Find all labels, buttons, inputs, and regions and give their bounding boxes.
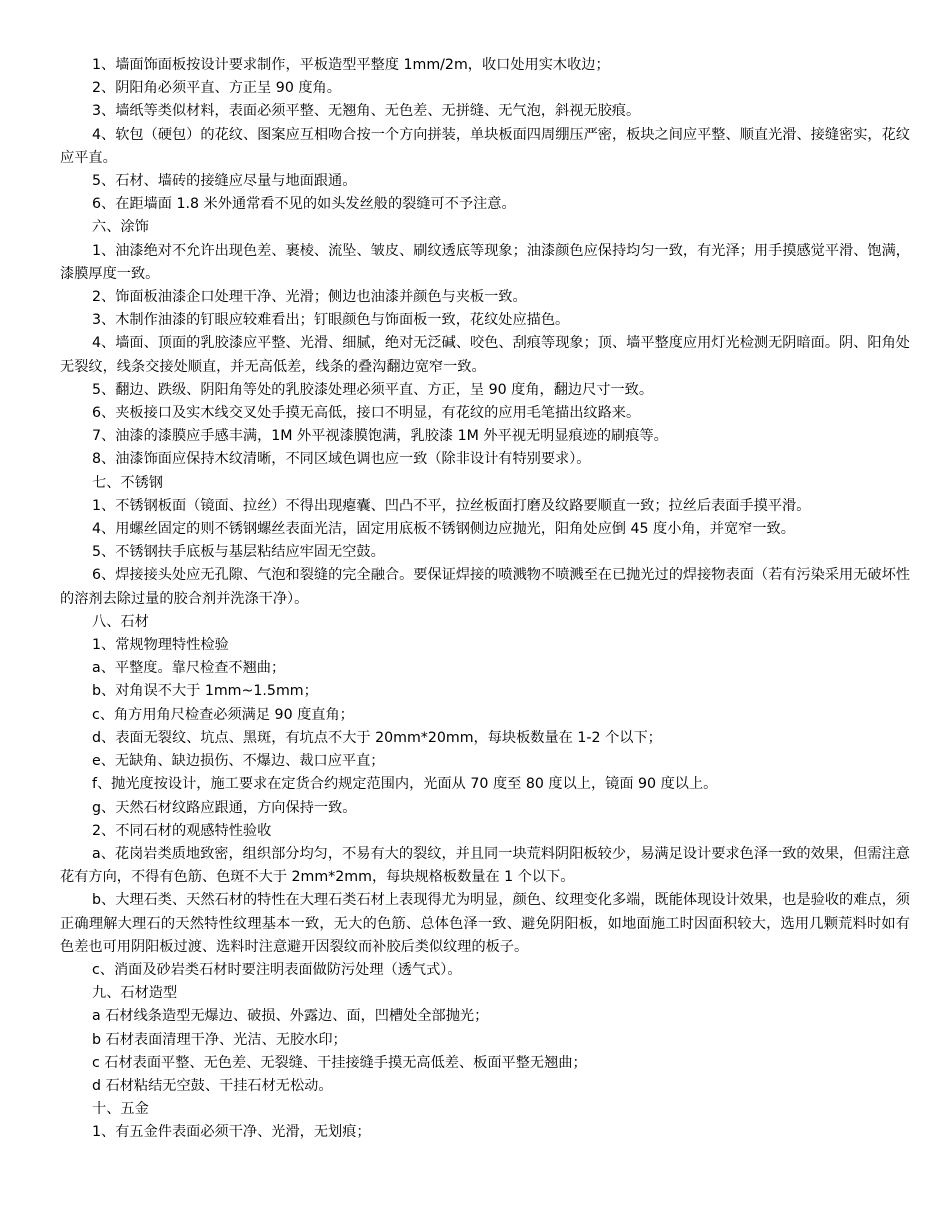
list-item: f、抛光度按设计，施工要求在定货合约规定范围内，光面从 70 度至 80 度以上，镜面 90 度以上。 [92, 776, 718, 793]
list-item: b、对角误不大于 1mm~1.5mm； [92, 683, 318, 700]
list-item: c、消面及砂岩类石材时要注明表面做防污处理（透气式）。 [92, 961, 462, 978]
list-item: a、平整度。靠尺检查不翘曲； [92, 660, 286, 677]
list-item: c、角方用角尺检查必须满足 90 度直角； [92, 706, 354, 723]
section-heading: 七、不锈钢 [92, 474, 163, 491]
paragraph: 7、油漆的漆膜应手感丰满，1M 外平视漆膜饱满，乳胶漆 1M 外平视无明显痕迹的刷痕等。 [92, 428, 668, 445]
paragraph: 4、用螺丝固定的则不锈钢螺丝表面光洁，固定用底板不锈钢侧边应抛光，阳角处应倒 45 度小角，并宽窄一致。 [92, 521, 795, 538]
list-item: c 石材表面平整、无色差、无裂缝、干挂接缝手摸无高低差、板面平整无翘曲； [92, 1054, 587, 1071]
list-item: e、无缺角、缺边损伤、不爆边、裁口应平直； [92, 753, 385, 770]
subheading: 1、常规物理特性检验 [92, 637, 229, 654]
list-item: d 石材粘结无空鼓、干挂石材无松动。 [92, 1077, 333, 1094]
paragraph: 4、墙面、顶面的乳胶漆应平整、光滑、细腻，绝对无泛碱、咬色、刮痕等现象；顶、墙平整度应用灯光检测无阴暗面。阴、阳角处无裂纹，线条交接处顺直，并无高低差，线条的叠沟翻边宽窄一致。 [60, 335, 910, 375]
subheading: 2、不同石材的观感特性验收 [92, 822, 272, 839]
list-item: a、花岗岩类质地致密，组织部分均匀，不易有大的裂纹，并且同一块荒料阴阳板较少，易满足设计要求色泽一致的效果，但需注意花有方向，不得有色筋、色斑不大于 2mm*2mm，每块规格板数量在 1 个以下。 [60, 845, 910, 886]
paragraph: 1、墙面饰面板按设计要求制作，平板造型平整度 1mm/2m，收口处用实木收边； [92, 57, 610, 73]
paragraph: 2、饰面板油漆企口处理干净、光滑；侧边也油漆并颜色与夹板一致。 [92, 289, 527, 306]
paragraph: 8、油漆饰面应保持木纹清晰，不同区域色调也应一致（除非设计有特别要求）。 [92, 451, 591, 468]
paragraph: 5、翻边、跌级、阴阳角等处的乳胶漆处理必须平直、方正，呈 90 度角，翻边尺寸一致。 [92, 381, 654, 398]
paragraph: 5、不锈钢扶手底板与基层粘结应牢固无空鼓。 [92, 544, 385, 561]
paragraph: 5、石材、墙砖的接缝应尽量与地面跟通。 [92, 173, 357, 190]
section-heading: 十、五金 [92, 1101, 149, 1118]
paragraph: 3、木制作油漆的钉眼应较难看出；钉眼颜色与饰面板一致，花纹处应描色。 [92, 312, 570, 329]
paragraph: 1、油漆绝对不允许出现色差、裹棱、流坠、皱皮、刷纹透底等现象；油漆颜色应保持均匀一致，有光泽；用手摸感觉平滑、饱满，漆膜厚度一致。 [60, 242, 910, 282]
paragraph: 2、阴阳角必须平直、方正呈 90 度角。 [92, 80, 341, 97]
paragraph: 6、焊接接头处应无孔隙、气泡和裂缝的完全融合。要保证焊接的喷溅物不喷溅至在已抛光过的焊接物表面（若有污染采用无破坏性的溶剂去除过量的胶合剂并洗涤干净）。 [60, 567, 910, 607]
list-item: b、大理石类、天然石材的特性在大理石类石材上表现得尤为明显，颜色、纹理变化多端，既能体现设计效果，也是验收的难点，须正确理解大理石的天然特性纹理基本一致，无大的色筋、总体色泽一致、避免阴阳板，如地面施工时因面积较大，选用几颗荒料时如有色差也可用阴阳板过渡、选料时注意避开因裂纹而补胶后类似纹理的板子。 [60, 892, 910, 955]
list-item: g、天然石材纹路应跟通，方向保持一致。 [92, 799, 357, 816]
paragraph: 4、软包（硬包）的花纹、图案应互相吻合按一个方向拼装，单块板面四周绷压严密，板块之间应平整、顺直光滑、接缝密实，花纹应平直。 [60, 126, 910, 166]
list-item: b 石材表面清理干净、光洁、无胶水印； [92, 1031, 347, 1048]
paragraph: 1、不锈钢板面（镜面、拉丝）不得出现瘪囊、凹凸不平，拉丝板面打磨及纹路要顺直一致；拉丝后表面手摸平滑。 [92, 497, 811, 514]
list-item: a 石材线条造型无爆边、破损、外露边、面，凹槽处全部抛光； [92, 1008, 489, 1025]
document-page [60, 54, 910, 1145]
paragraph: 1、有五金件表面必须干净、光滑，无划痕； [92, 1124, 371, 1141]
section-heading: 六、涂饰 [92, 219, 149, 236]
paragraph: 6、在距墙面 1.8 米外通常看不见的如头发丝般的裂缝可不予注意。 [92, 196, 516, 213]
paragraph: 3、墙纸等类似材料，表面必须平整、无翘角、无色差、无拼缝、无气泡，斜视无胶痕。 [92, 103, 641, 120]
section-heading: 九、石材造型 [92, 985, 178, 1002]
paragraph: 6、夹板接口及实木线交叉处手摸无高低，接口不明显，有花纹的应用毛笔描出纹路来。 [92, 405, 641, 422]
section-heading: 八、石材 [92, 613, 149, 630]
list-item: d、表面无裂纹、坑点、黑斑，有坑点不大于 20mm*20mm，每块板数量在 1-2 个以下； [92, 729, 662, 746]
